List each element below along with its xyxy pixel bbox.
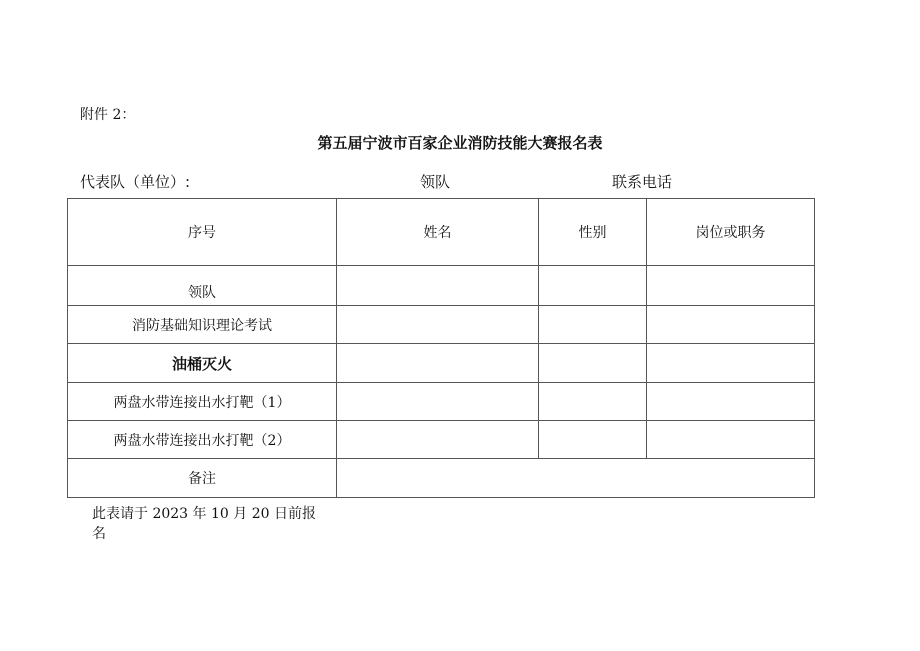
remark-row — [68, 459, 815, 498]
name-cell[interactable] — [337, 421, 539, 459]
position-cell[interactable] — [647, 306, 815, 344]
table-row — [68, 306, 815, 344]
header-cell-position: 岗位或职务 — [647, 199, 815, 266]
remark-label: 备注 — [68, 459, 337, 498]
name-cell[interactable] — [337, 266, 539, 306]
attachment-label: 附件 2： — [80, 107, 136, 123]
registration-table — [67, 198, 815, 498]
unit-label: 代表队（单位）: — [80, 173, 191, 191]
position-cell[interactable] — [647, 421, 815, 459]
name-cell[interactable] — [337, 306, 539, 344]
row-label: 消防基础知识理论考试 — [68, 306, 337, 344]
gender-cell[interactable] — [539, 344, 647, 383]
name-cell[interactable] — [337, 344, 539, 383]
table-header-row — [68, 199, 815, 266]
position-cell[interactable] — [647, 383, 815, 421]
row-label: 油桶灭火 — [68, 344, 337, 383]
table-row — [68, 266, 815, 306]
table-row — [68, 344, 815, 383]
header-cell-name: 姓名 — [337, 199, 539, 266]
position-cell[interactable] — [647, 266, 815, 306]
phone-label: 联系电话 — [612, 173, 673, 191]
table-row — [68, 383, 815, 421]
leader-label: 领队 — [420, 173, 451, 191]
deadline-note: 此表请于 2023 年 10 月 20 日前报名 — [92, 506, 316, 542]
header-cell-gender: 性别 — [539, 199, 647, 266]
gender-cell[interactable] — [539, 421, 647, 459]
row-label: 两盘水带连接出水打靶（2） — [68, 421, 337, 459]
position-cell[interactable] — [647, 344, 815, 383]
header-cell-index: 序号 — [68, 199, 337, 266]
form-title: 第五届宁波市百家企业消防技能大赛报名表 — [317, 134, 603, 152]
row-label: 两盘水带连接出水打靶（1） — [68, 383, 337, 421]
gender-cell[interactable] — [539, 383, 647, 421]
name-cell[interactable] — [337, 383, 539, 421]
gender-cell[interactable] — [539, 266, 647, 306]
table-row — [68, 421, 815, 459]
row-label: 领队 — [68, 266, 337, 306]
gender-cell[interactable] — [539, 306, 647, 344]
remark-cell[interactable] — [337, 459, 815, 498]
